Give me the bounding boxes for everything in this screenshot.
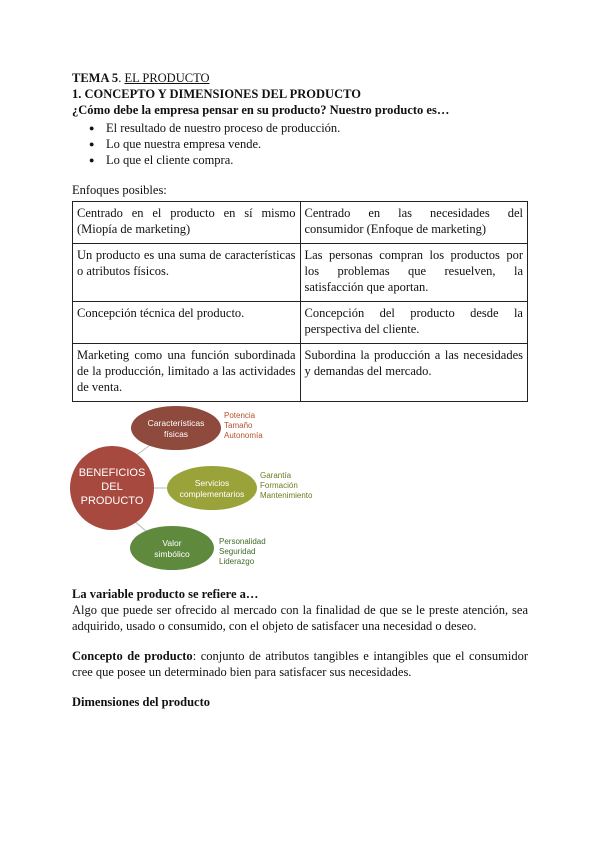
product-benefits-diagram — [72, 406, 528, 576]
attribute-label: Formación — [260, 481, 298, 490]
tema-separator: . — [118, 71, 125, 85]
tema-title: EL PRODUCTO — [124, 71, 210, 85]
attribute-label: Tamaño — [224, 421, 253, 430]
table-cell: Subordina la producción a las necesidades y demandas del mercado. — [300, 344, 528, 402]
node-caracteristicas — [131, 406, 221, 450]
main-label-line: DEL — [101, 481, 123, 493]
node-label: simbólico — [154, 549, 190, 559]
table-row — [73, 344, 528, 402]
document-page — [72, 70, 528, 710]
node-label: Valor — [162, 538, 182, 548]
tema-heading — [72, 70, 528, 86]
node-label: Servicios — [194, 478, 230, 488]
table-cell: Centrado en el producto en sí mismo (Miopía de marketing) — [73, 202, 301, 244]
table-cell: Las personas compran los productos por los problemas que resuelven, la satisfacción que aportan. — [300, 244, 528, 302]
section-question: ¿Cómo debe la empresa pensar en su producto? Nuestro producto es… — [72, 103, 450, 117]
enfoques-label: Enfoques posibles: — [72, 183, 167, 197]
attribute-label: Seguridad — [219, 547, 256, 556]
table-cell: Concepción técnica del producto. — [73, 302, 301, 344]
concepto-paragraph — [72, 648, 528, 680]
table-row — [73, 302, 528, 344]
bullet-item: ● El resultado de nuestro proceso de producción. — [106, 120, 528, 136]
attribute-label: Liderazgo — [219, 557, 255, 566]
table-row — [73, 202, 528, 244]
node-label: Características — [147, 418, 205, 428]
variable-title: La variable producto se refiere a… — [72, 587, 259, 601]
approach-table — [72, 201, 528, 402]
bullet-item: ● Lo que el cliente compra. — [106, 152, 528, 168]
table-cell: Marketing como una función subordinada de la producción, limitado a las actividades de venta. — [73, 344, 301, 402]
table-cell: Centrado en las necesidades del consumidor (Enfoque de marketing) — [300, 202, 528, 244]
node-valor — [130, 526, 214, 570]
dimensiones-title: Dimensiones del producto — [72, 695, 210, 709]
table-row — [73, 244, 528, 302]
concepto-label: Concepto de producto — [72, 649, 193, 663]
node-label: físicas — [163, 429, 189, 439]
main-label-line: BENEFICIOS — [78, 467, 146, 479]
attribute-label: Garantía — [260, 471, 292, 480]
node-servicios — [167, 466, 257, 510]
bullet-list — [72, 120, 528, 168]
attribute-label: Autonomía — [224, 431, 263, 440]
node-label: complementarios — [179, 489, 245, 499]
attribute-label: Personalidad — [219, 537, 266, 546]
table-cell: Concepción del producto desde la perspectiva del cliente. — [300, 302, 528, 344]
main-label-line: PRODUCTO — [80, 495, 144, 507]
section-title: 1. CONCEPTO Y DIMENSIONES DEL PRODUCTO — [72, 87, 361, 101]
variable-text: Algo que puede ser ofrecido al mercado con la finalidad de que se le preste atención, sea adquirido, usado o consumido, con el objeto de satisfacer una necesidad o deseo. — [72, 603, 528, 633]
attribute-label: Mantenimiento — [260, 491, 313, 500]
concepto-text: : conjunto de atributos tangibles e intangibles que el consumidor cree que posee un determinado bien para satisfacer sus necesidades. — [72, 649, 528, 679]
bullet-item: ● Lo que nuestra empresa vende. — [106, 136, 528, 152]
diagram-svg — [64, 406, 334, 576]
attribute-label: Potencia — [224, 411, 256, 420]
table-cell: Un producto es una suma de características o atributos físicos. — [73, 244, 301, 302]
tema-label: TEMA 5 — [72, 71, 119, 85]
